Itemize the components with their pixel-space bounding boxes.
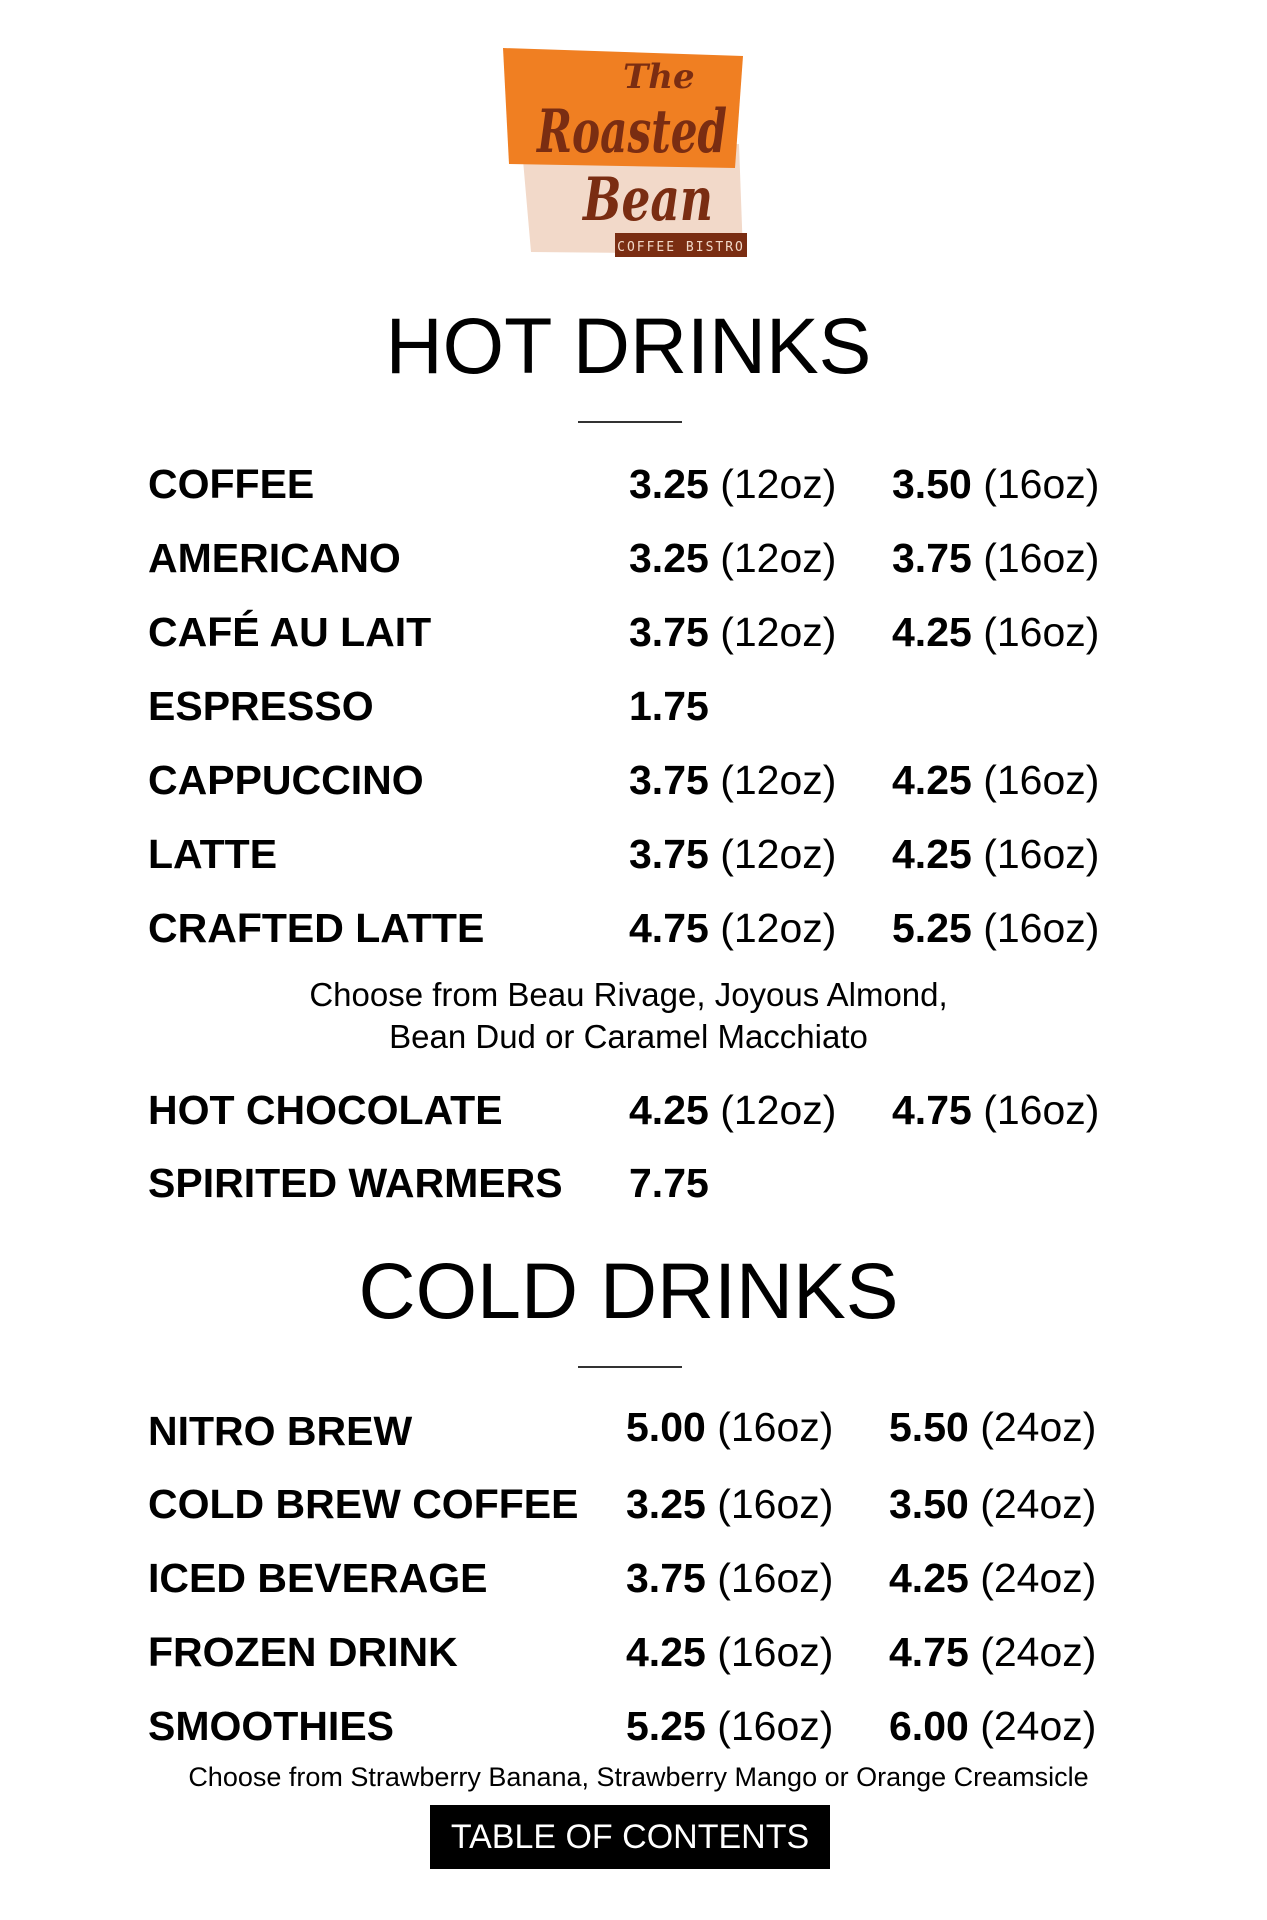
table-of-contents-button[interactable]: TABLE OF CONTENTS: [430, 1805, 830, 1869]
note-line: Choose from Beau Rivage, Joyous Almond,: [309, 976, 948, 1013]
smoothies-note: Choose from Strawberry Banana, Strawberry Mango or Orange Creamsicle: [188, 1762, 1089, 1792]
price-large: 6.00: [889, 1703, 969, 1749]
size-large: (16oz): [983, 1087, 1100, 1133]
price-large: 4.25: [892, 831, 972, 877]
cold-drinks-title: COLD DRINKS: [358, 1246, 899, 1335]
roasted-bean-logo: [503, 40, 759, 270]
size-small: (16oz): [717, 1481, 834, 1527]
item-name: CAFÉ AU LAIT: [148, 609, 432, 655]
size-large: (24oz): [980, 1703, 1097, 1749]
price-large: 4.25: [889, 1555, 969, 1601]
item-name: CAPPUCCINO: [148, 757, 424, 803]
size-small: (12oz): [720, 609, 837, 655]
size-large: (16oz): [983, 757, 1100, 803]
size-small: (16oz): [717, 1629, 834, 1675]
price-small: 4.25: [629, 1087, 709, 1133]
price-large: 4.25: [892, 757, 972, 803]
item-name: SMOOTHIES: [148, 1703, 395, 1749]
size-small: (12oz): [720, 831, 837, 877]
price-large: 4.75: [889, 1629, 969, 1675]
size-large: (16oz): [983, 535, 1100, 581]
menu-row-iced-beverage: [0, 1553, 1257, 1603]
item-name: FROZEN DRINK: [148, 1629, 458, 1675]
size-small: (12oz): [720, 757, 837, 803]
item-name: NITRO BREW: [148, 1408, 413, 1454]
item-name: COLD BREW COFFEE: [148, 1481, 579, 1527]
price-small: 5.25: [626, 1703, 706, 1749]
price-small: 3.75: [629, 831, 709, 877]
price-large: 4.25: [892, 609, 972, 655]
menu-row-americano: [0, 533, 1257, 583]
menu-row-hot-chocolate: [0, 1085, 1257, 1135]
item-name: SPIRITED WARMERS: [148, 1160, 563, 1206]
logo-text-bean: Bean: [581, 165, 713, 235]
item-name: ESPRESSO: [148, 683, 374, 729]
size-large: (16oz): [983, 905, 1100, 951]
menu-row-cold-brew-coffee: [0, 1479, 1257, 1529]
menu-row-latte: [0, 829, 1257, 879]
size-small: (16oz): [717, 1555, 834, 1601]
price-large: 4.75: [892, 1087, 972, 1133]
size-small: (12oz): [720, 905, 837, 951]
item-name: LATTE: [148, 831, 278, 877]
item-name: COFFEE: [148, 461, 315, 507]
size-large: (24oz): [980, 1555, 1097, 1601]
logo-text-roasted: Roasted: [535, 97, 727, 167]
price-small: 1.75: [629, 683, 709, 729]
size-large: (16oz): [983, 609, 1100, 655]
size-large: (24oz): [980, 1481, 1097, 1527]
size-small: (16oz): [717, 1703, 834, 1749]
item-name: CRAFTED LATTE: [148, 905, 485, 951]
cold-drinks-divider: [578, 1366, 682, 1368]
crafted-latte-note: [0, 974, 1257, 1058]
price-small: 3.25: [629, 535, 709, 581]
menu-row-spirited-warmers: [0, 1158, 1257, 1208]
menu-row-cafe-au-lait: [0, 607, 1257, 657]
size-small: (12oz): [720, 1087, 837, 1133]
size-large: (16oz): [983, 461, 1100, 507]
price-large: 3.50: [889, 1481, 969, 1527]
item-name: HOT CHOCOLATE: [148, 1087, 503, 1133]
price-large: 5.50: [889, 1404, 969, 1450]
price-large: 3.75: [892, 535, 972, 581]
price-small: 4.75: [629, 905, 709, 951]
menu-row-frozen-drink: [0, 1627, 1257, 1677]
menu-row-crafted-latte: [0, 903, 1257, 953]
menu-row-nitro-brew: [0, 1402, 1257, 1452]
size-large: (24oz): [980, 1629, 1097, 1675]
size-large: (24oz): [980, 1404, 1097, 1450]
note-line: Bean Dud or Caramel Macchiato: [389, 1018, 868, 1055]
price-small: 3.25: [626, 1481, 706, 1527]
item-name: AMERICANO: [148, 535, 401, 581]
price-large: 3.50: [892, 461, 972, 507]
price-small: 3.75: [629, 609, 709, 655]
size-large: (16oz): [983, 831, 1100, 877]
logo-tagline: COFFEE BISTRO: [617, 240, 745, 255]
menu-row-coffee: [0, 459, 1257, 509]
price-small: 3.25: [629, 461, 709, 507]
menu-row-smoothies: [0, 1701, 1257, 1751]
price-small: 4.25: [626, 1629, 706, 1675]
item-name: ICED BEVERAGE: [148, 1555, 488, 1601]
size-small: (12oz): [720, 535, 837, 581]
menu-row-espresso: [0, 681, 1257, 731]
price-large: 5.25: [892, 905, 972, 951]
hot-drinks-title: HOT DRINKS: [385, 301, 872, 390]
price-small: 3.75: [629, 757, 709, 803]
price-small: 7.75: [629, 1160, 709, 1206]
size-small: (16oz): [717, 1404, 834, 1450]
menu-row-cappuccino: [0, 755, 1257, 805]
size-small: (12oz): [720, 461, 837, 507]
price-small: 5.00: [626, 1404, 706, 1450]
logo-text-the: The: [623, 57, 695, 97]
hot-drinks-divider: [578, 421, 682, 423]
price-small: 3.75: [626, 1555, 706, 1601]
